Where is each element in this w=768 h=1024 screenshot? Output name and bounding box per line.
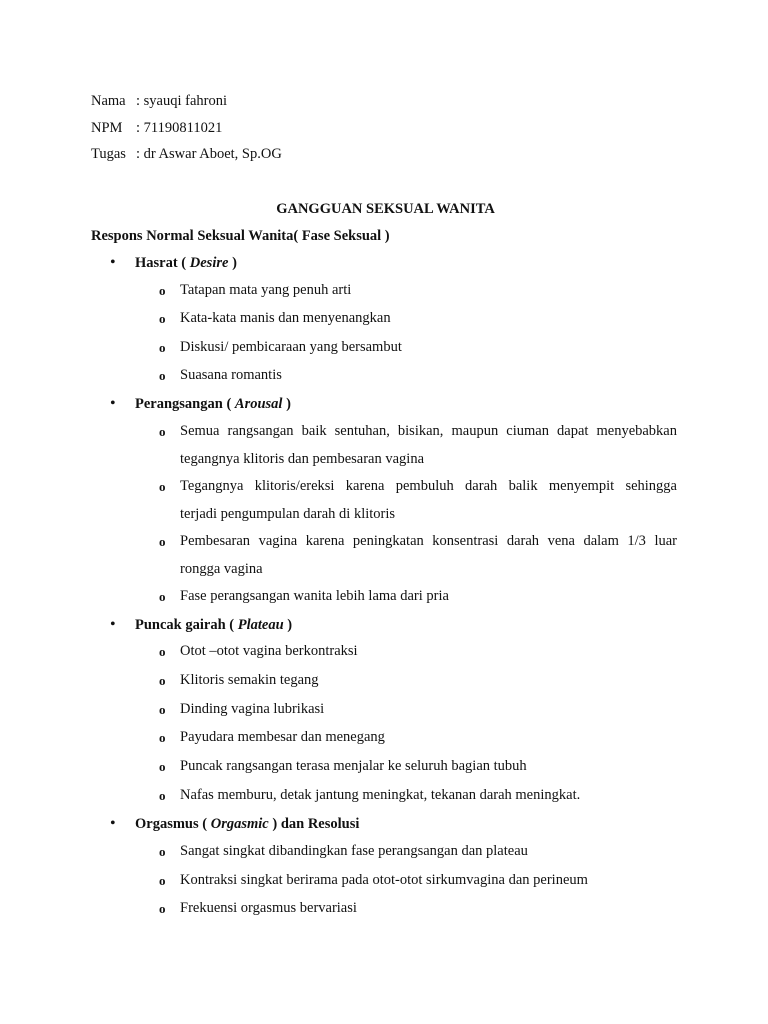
list-item-line: Tegangnya klitoris/ereksi karena pembuluh darah balik menyempit sehingga — [180, 478, 677, 494]
sub-bullet-icon: o — [159, 873, 166, 888]
sub-bullet-icon: o — [159, 702, 166, 717]
sub-bullet-icon: o — [159, 368, 166, 383]
bullet-icon: • — [110, 616, 116, 633]
list-item: Kata-kata manis dan menyenangkan — [180, 310, 391, 326]
list-item: Payudara membesar dan menegang — [180, 729, 385, 745]
task-value: : dr Aswar Aboet, Sp.OG — [136, 146, 282, 162]
sub-bullet-icon: o — [159, 759, 166, 774]
list-item: Frekuensi orgasmus bervariasi — [180, 900, 357, 916]
list-item: Fase perangsangan wanita lebih lama dari pria — [180, 588, 449, 604]
sub-bullet-icon: o — [159, 901, 166, 916]
sub-bullet-icon: o — [159, 589, 166, 604]
bullet-icon: • — [110, 815, 116, 832]
section-heading-orgasmic: Orgasmus ( Orgasmic ) dan Resolusi — [135, 816, 360, 832]
sub-bullet-icon: o — [159, 283, 166, 298]
list-item: Tatapan mata yang penuh arti — [180, 282, 352, 298]
list-item: Suasana romantis — [180, 367, 282, 383]
list-item: Otot –otot vagina berkontraksi — [180, 643, 358, 659]
section-heading-arousal: Perangsangan ( Arousal ) — [135, 396, 291, 412]
npm-label: NPM — [91, 120, 123, 136]
list-item: Diskusi/ pembicaraan yang bersambut — [180, 339, 402, 355]
list-item: Puncak rangsangan terasa menjalar ke seluruh bagian tubuh — [180, 758, 527, 774]
list-item: Kontraksi singkat berirama pada otot-otot sirkumvagina dan perineum — [180, 872, 588, 888]
page-title: GANGGUAN SEKSUAL WANITA — [276, 201, 495, 217]
list-item-line: terjadi pengumpulan darah di klitoris — [180, 506, 396, 522]
sub-bullet-icon: o — [159, 534, 166, 549]
sub-bullet-icon: o — [159, 311, 166, 326]
task-label: Tugas — [91, 146, 126, 162]
bullet-icon: • — [110, 395, 116, 412]
list-item: Sangat singkat dibandingkan fase perangsangan dan plateau — [180, 843, 528, 859]
sub-bullet-icon: o — [159, 730, 166, 745]
list-item: Klitoris semakin tegang — [180, 672, 319, 688]
npm-value: : 71190811021 — [136, 120, 223, 136]
sub-bullet-icon: o — [159, 340, 166, 355]
sub-bullet-icon: o — [159, 424, 166, 439]
list-item-line: Semua rangsangan baik sentuhan, bisikan, maupun ciuman dapat menyebabkan — [180, 423, 677, 439]
section-heading-plateau: Puncak gairah ( Plateau ) — [135, 617, 293, 633]
list-item-line: tegangnya klitoris dan pembesaran vagina — [180, 451, 425, 467]
sub-bullet-icon: o — [159, 479, 166, 494]
list-item-line: rongga vagina — [180, 561, 263, 577]
sub-bullet-icon: o — [159, 644, 166, 659]
bullet-icon: • — [110, 254, 116, 271]
section-heading-desire: Hasrat ( Desire ) — [135, 255, 237, 271]
list-item-line: Pembesaran vagina karena peningkatan konsentrasi darah vena dalam 1/3 luar — [180, 533, 677, 549]
name-value: : syauqi fahroni — [136, 93, 228, 109]
sub-bullet-icon: o — [159, 844, 166, 859]
page-subtitle: Respons Normal Seksual Wanita( Fase Seksual ) — [91, 228, 390, 244]
name-label: Nama — [91, 93, 126, 109]
sub-bullet-icon: o — [159, 673, 166, 688]
list-item: Nafas memburu, detak jantung meningkat, tekanan darah meningkat. — [180, 787, 581, 803]
sub-bullet-icon: o — [159, 788, 166, 803]
list-item: Dinding vagina lubrikasi — [180, 701, 325, 717]
